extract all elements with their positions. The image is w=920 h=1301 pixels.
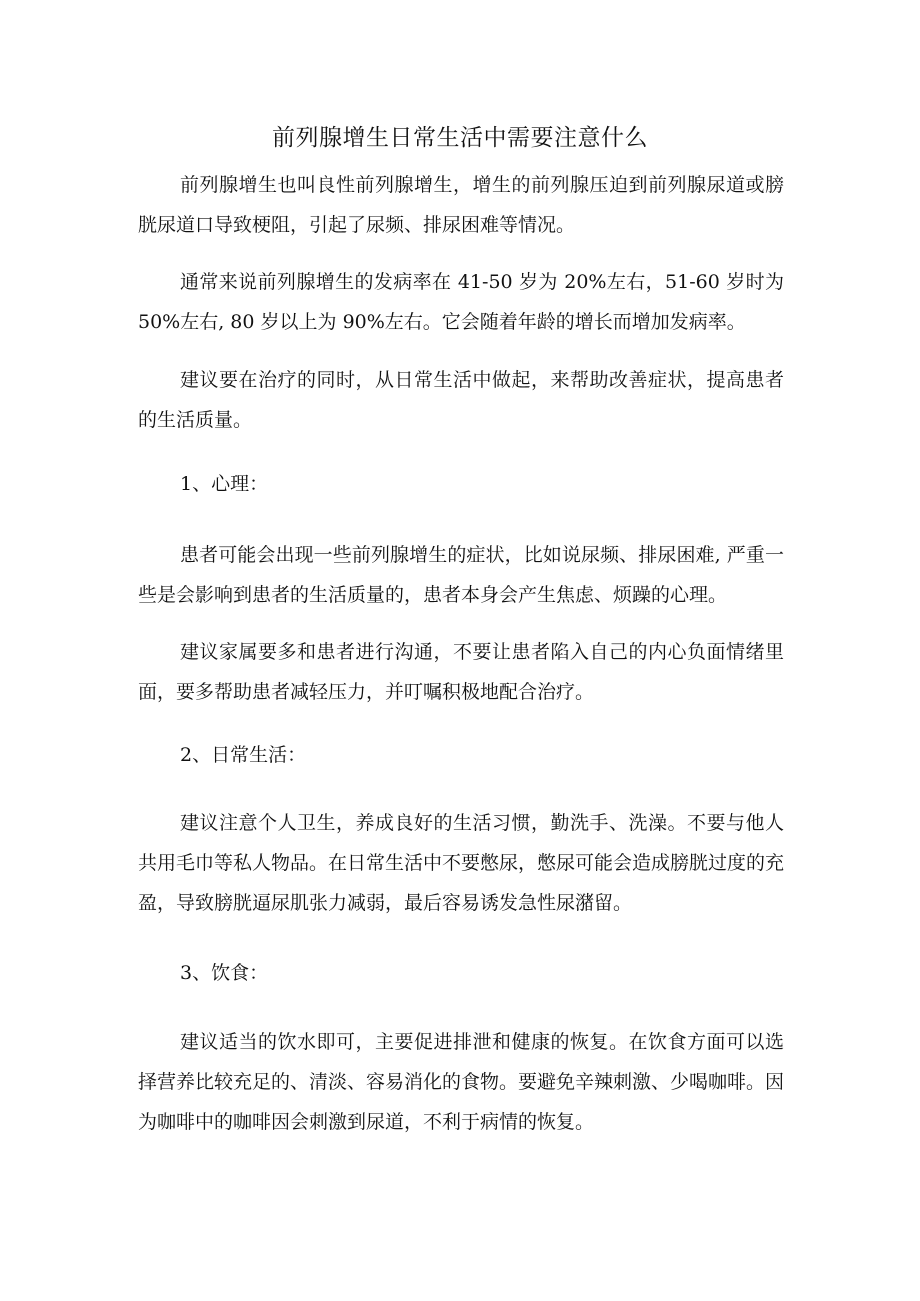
- intro-paragraph-1: 前列腺增生也叫良性前列腺增生，增生的前列腺压迫到前列腺尿道或膀胱尿道口导致梗阻，引起了尿频、排尿困难等情况。: [138, 174, 784, 236]
- document-title: 前列腺增生日常生活中需要注意什么: [272, 125, 648, 151]
- section-heading-daily-life: 2、日常生活：: [180, 744, 307, 766]
- diet-paragraph-1: 建议适当的饮水即可，主要促进排泄和健康的恢复。在饮食方面可以选择营养比较充足的、清淡、容易消化的食物。要避免辛辣刺激、少喝咖啡。因为咖啡中的咖啡因会刺激到尿道，不利于病情的恢复。: [138, 1031, 785, 1133]
- section-heading-psychology: 1、心理：: [180, 473, 269, 495]
- intro-paragraph-2: 通常来说前列腺增生的发病率在 41-50 岁为 20%左右，51-60 岁时为 50%左右, 80 岁以上为 90%左右。它会随着年龄的增长而增加发病率。: [138, 271, 784, 333]
- intro-paragraph-3: 建议要在治疗的同时，从日常生活中做起，来帮助改善症状，提高患者的生活质量。: [138, 369, 784, 431]
- daily-life-paragraph-1: 建议注意个人卫生，养成良好的生活习惯，勤洗手、洗澡。不要与他人共用毛巾等私人物品。在日常生活中不要憋尿，憋尿可能会造成膀胱过度的充盈，导致膀胱逼尿肌张力减弱，最后容易诱发急性尿潴留。: [138, 812, 785, 914]
- psychology-paragraph-2: 建议家属要多和患者进行沟通，不要让患者陷入自己的内心负面情绪里面，要多帮助患者减轻压力，并叮嘱积极地配合治疗。: [138, 641, 784, 703]
- section-heading-diet: 3、饮食：: [180, 962, 269, 984]
- psychology-paragraph-1: 患者可能会出现一些前列腺增生的症状，比如说尿频、排尿困难, 严重一些是会影响到患者的生活质量的，患者本身会产生焦虑、烦躁的心理。: [138, 544, 784, 606]
